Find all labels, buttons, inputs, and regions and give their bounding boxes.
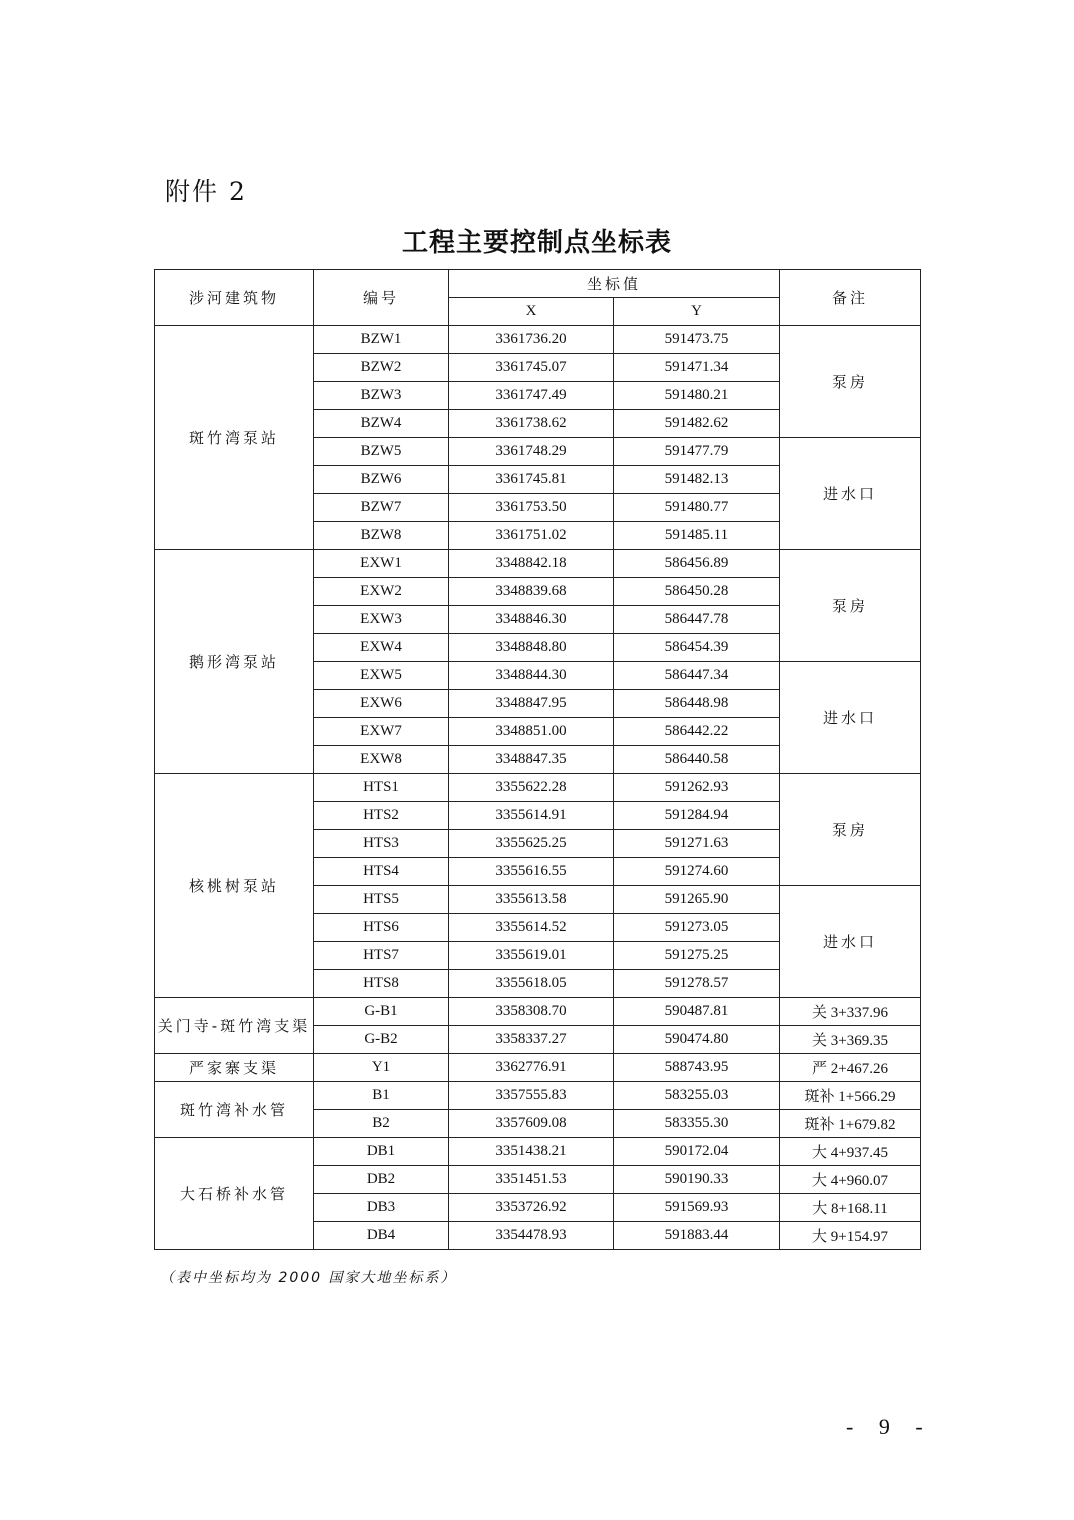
point-code-cell: EXW4 xyxy=(314,634,449,662)
y-coord-cell: 591265.90 xyxy=(614,886,780,914)
page-title: 工程主要控制点坐标表 xyxy=(401,228,672,258)
x-coord-cell: 3361751.02 xyxy=(449,522,614,550)
x-coord-cell: 3348844.30 xyxy=(449,662,614,690)
point-code-cell: BZW7 xyxy=(314,494,449,522)
x-coord-cell: 3355614.91 xyxy=(449,802,614,830)
point-code-cell: BZW6 xyxy=(314,466,449,494)
y-coord-cell: 591883.44 xyxy=(614,1222,780,1250)
y-coord-cell: 591569.93 xyxy=(614,1194,780,1222)
building-name-cell: 核桃树泵站 xyxy=(155,774,314,998)
point-code-cell: EXW7 xyxy=(314,718,449,746)
point-code-cell: DB1 xyxy=(314,1138,449,1166)
y-coord-cell: 590474.80 xyxy=(614,1026,780,1054)
x-coord-cell: 3362776.91 xyxy=(449,1054,614,1082)
x-coord-cell: 3355616.55 xyxy=(449,858,614,886)
y-coord-cell: 591482.13 xyxy=(614,466,780,494)
y-coord-cell: 586447.34 xyxy=(614,662,780,690)
y-coord-cell: 590172.04 xyxy=(614,1138,780,1166)
point-code-cell: HTS1 xyxy=(314,774,449,802)
remark-cell: 严 2+467.26 xyxy=(780,1054,921,1082)
remark-cell: 大 9+154.97 xyxy=(780,1222,921,1250)
y-coord-cell: 591273.05 xyxy=(614,914,780,942)
y-coord-cell: 586456.89 xyxy=(614,550,780,578)
y-coord-cell: 591482.62 xyxy=(614,410,780,438)
x-coord-cell: 3358337.27 xyxy=(449,1026,614,1054)
y-coord-cell: 590190.33 xyxy=(614,1166,780,1194)
x-coord-cell: 3351451.53 xyxy=(449,1166,614,1194)
point-code-cell: DB3 xyxy=(314,1194,449,1222)
remark-cell: 进水口 xyxy=(780,886,921,998)
table-row xyxy=(155,774,921,802)
building-name-cell: 大石桥补水管 xyxy=(155,1138,314,1250)
header-x: X xyxy=(449,298,614,326)
x-coord-cell: 3361736.20 xyxy=(449,326,614,354)
x-coord-cell: 3361745.07 xyxy=(449,354,614,382)
x-coord-cell: 3348839.68 xyxy=(449,578,614,606)
point-code-cell: HTS6 xyxy=(314,914,449,942)
point-code-cell: HTS3 xyxy=(314,830,449,858)
y-coord-cell: 591275.25 xyxy=(614,942,780,970)
x-coord-cell: 3351438.21 xyxy=(449,1138,614,1166)
point-code-cell: BZW2 xyxy=(314,354,449,382)
header-coord: 坐标值 xyxy=(449,270,780,298)
remark-cell: 进水口 xyxy=(780,662,921,774)
page-number: - 9 - xyxy=(846,1414,933,1439)
building-name-cell: 斑竹湾补水管 xyxy=(155,1082,314,1138)
x-coord-cell: 3354478.93 xyxy=(449,1222,614,1250)
y-coord-cell: 586448.98 xyxy=(614,690,780,718)
building-name-cell: 关门寺-斑竹湾支渠 xyxy=(155,998,314,1054)
point-code-cell: HTS7 xyxy=(314,942,449,970)
remark-cell: 大 4+937.45 xyxy=(780,1138,921,1166)
x-coord-cell: 3361745.81 xyxy=(449,466,614,494)
point-code-cell: BZW8 xyxy=(314,522,449,550)
x-coord-cell: 3361738.62 xyxy=(449,410,614,438)
x-coord-cell: 3348842.18 xyxy=(449,550,614,578)
point-code-cell: EXW1 xyxy=(314,550,449,578)
y-coord-cell: 583255.03 xyxy=(614,1082,780,1110)
table-row xyxy=(155,1138,921,1166)
point-code-cell: HTS5 xyxy=(314,886,449,914)
y-coord-cell: 586447.78 xyxy=(614,606,780,634)
y-coord-cell: 591480.77 xyxy=(614,494,780,522)
y-coord-cell: 586454.39 xyxy=(614,634,780,662)
header-remark: 备注 xyxy=(780,270,921,326)
point-code-cell: HTS8 xyxy=(314,970,449,998)
x-coord-cell: 3357555.83 xyxy=(449,1082,614,1110)
footnote: （表中坐标均为 2000 国家大地坐标系） xyxy=(160,1270,457,1286)
x-coord-cell: 3348847.95 xyxy=(449,690,614,718)
x-coord-cell: 3355613.58 xyxy=(449,886,614,914)
y-coord-cell: 590487.81 xyxy=(614,998,780,1026)
remark-cell: 斑补 1+679.82 xyxy=(780,1110,921,1138)
y-coord-cell: 586442.22 xyxy=(614,718,780,746)
point-code-cell: BZW1 xyxy=(314,326,449,354)
building-name-cell: 严家寨支渠 xyxy=(155,1054,314,1082)
point-code-cell: G-B1 xyxy=(314,998,449,1026)
x-coord-cell: 3348847.35 xyxy=(449,746,614,774)
table-body xyxy=(155,326,921,1250)
y-coord-cell: 591278.57 xyxy=(614,970,780,998)
x-coord-cell: 3348846.30 xyxy=(449,606,614,634)
y-coord-cell: 591477.79 xyxy=(614,438,780,466)
y-coord-cell: 591271.63 xyxy=(614,830,780,858)
point-code-cell: EXW8 xyxy=(314,746,449,774)
x-coord-cell: 3355618.05 xyxy=(449,970,614,998)
header-y: Y xyxy=(614,298,780,326)
point-code-cell: EXW2 xyxy=(314,578,449,606)
x-coord-cell: 3355625.25 xyxy=(449,830,614,858)
y-coord-cell: 586440.58 xyxy=(614,746,780,774)
y-coord-cell: 591480.21 xyxy=(614,382,780,410)
point-code-cell: B2 xyxy=(314,1110,449,1138)
table-row xyxy=(155,1082,921,1110)
point-code-cell: DB4 xyxy=(314,1222,449,1250)
x-coord-cell: 3361748.29 xyxy=(449,438,614,466)
point-code-cell: DB2 xyxy=(314,1166,449,1194)
x-coord-cell: 3357609.08 xyxy=(449,1110,614,1138)
x-coord-cell: 3355614.52 xyxy=(449,914,614,942)
x-coord-cell: 3361753.50 xyxy=(449,494,614,522)
point-code-cell: BZW4 xyxy=(314,410,449,438)
y-coord-cell: 591485.11 xyxy=(614,522,780,550)
point-code-cell: BZW5 xyxy=(314,438,449,466)
x-coord-cell: 3348851.00 xyxy=(449,718,614,746)
y-coord-cell: 591274.60 xyxy=(614,858,780,886)
remark-cell: 大 8+168.11 xyxy=(780,1194,921,1222)
attachment-label: 附件 2 xyxy=(165,177,247,206)
table-row xyxy=(155,550,921,578)
building-name-cell: 鹅形湾泵站 xyxy=(155,550,314,774)
table-row xyxy=(155,326,921,354)
building-name-cell: 斑竹湾泵站 xyxy=(155,326,314,550)
coordinate-table xyxy=(154,269,921,1250)
header-building: 涉河建筑物 xyxy=(155,270,314,326)
remark-cell: 大 4+960.07 xyxy=(780,1166,921,1194)
x-coord-cell: 3355619.01 xyxy=(449,942,614,970)
x-coord-cell: 3355622.28 xyxy=(449,774,614,802)
y-coord-cell: 591471.34 xyxy=(614,354,780,382)
point-code-cell: EXW5 xyxy=(314,662,449,690)
point-code-cell: G-B2 xyxy=(314,1026,449,1054)
point-code-cell: Y1 xyxy=(314,1054,449,1082)
x-coord-cell: 3353726.92 xyxy=(449,1194,614,1222)
header-code: 编号 xyxy=(314,270,449,326)
remark-cell: 泵房 xyxy=(780,326,921,438)
y-coord-cell: 591262.93 xyxy=(614,774,780,802)
x-coord-cell: 3358308.70 xyxy=(449,998,614,1026)
table-row xyxy=(155,1054,921,1082)
remark-cell: 斑补 1+566.29 xyxy=(780,1082,921,1110)
y-coord-cell: 591473.75 xyxy=(614,326,780,354)
y-coord-cell: 583355.30 xyxy=(614,1110,780,1138)
table-row xyxy=(155,998,921,1026)
point-code-cell: BZW3 xyxy=(314,382,449,410)
remark-cell: 泵房 xyxy=(780,550,921,662)
point-code-cell: EXW3 xyxy=(314,606,449,634)
remark-cell: 关 3+369.35 xyxy=(780,1026,921,1054)
point-code-cell: HTS4 xyxy=(314,858,449,886)
remark-cell: 关 3+337.96 xyxy=(780,998,921,1026)
point-code-cell: B1 xyxy=(314,1082,449,1110)
y-coord-cell: 588743.95 xyxy=(614,1054,780,1082)
point-code-cell: EXW6 xyxy=(314,690,449,718)
remark-cell: 泵房 xyxy=(780,774,921,886)
x-coord-cell: 3361747.49 xyxy=(449,382,614,410)
point-code-cell: HTS2 xyxy=(314,802,449,830)
y-coord-cell: 591284.94 xyxy=(614,802,780,830)
remark-cell: 进水口 xyxy=(780,438,921,550)
y-coord-cell: 586450.28 xyxy=(614,578,780,606)
x-coord-cell: 3348848.80 xyxy=(449,634,614,662)
